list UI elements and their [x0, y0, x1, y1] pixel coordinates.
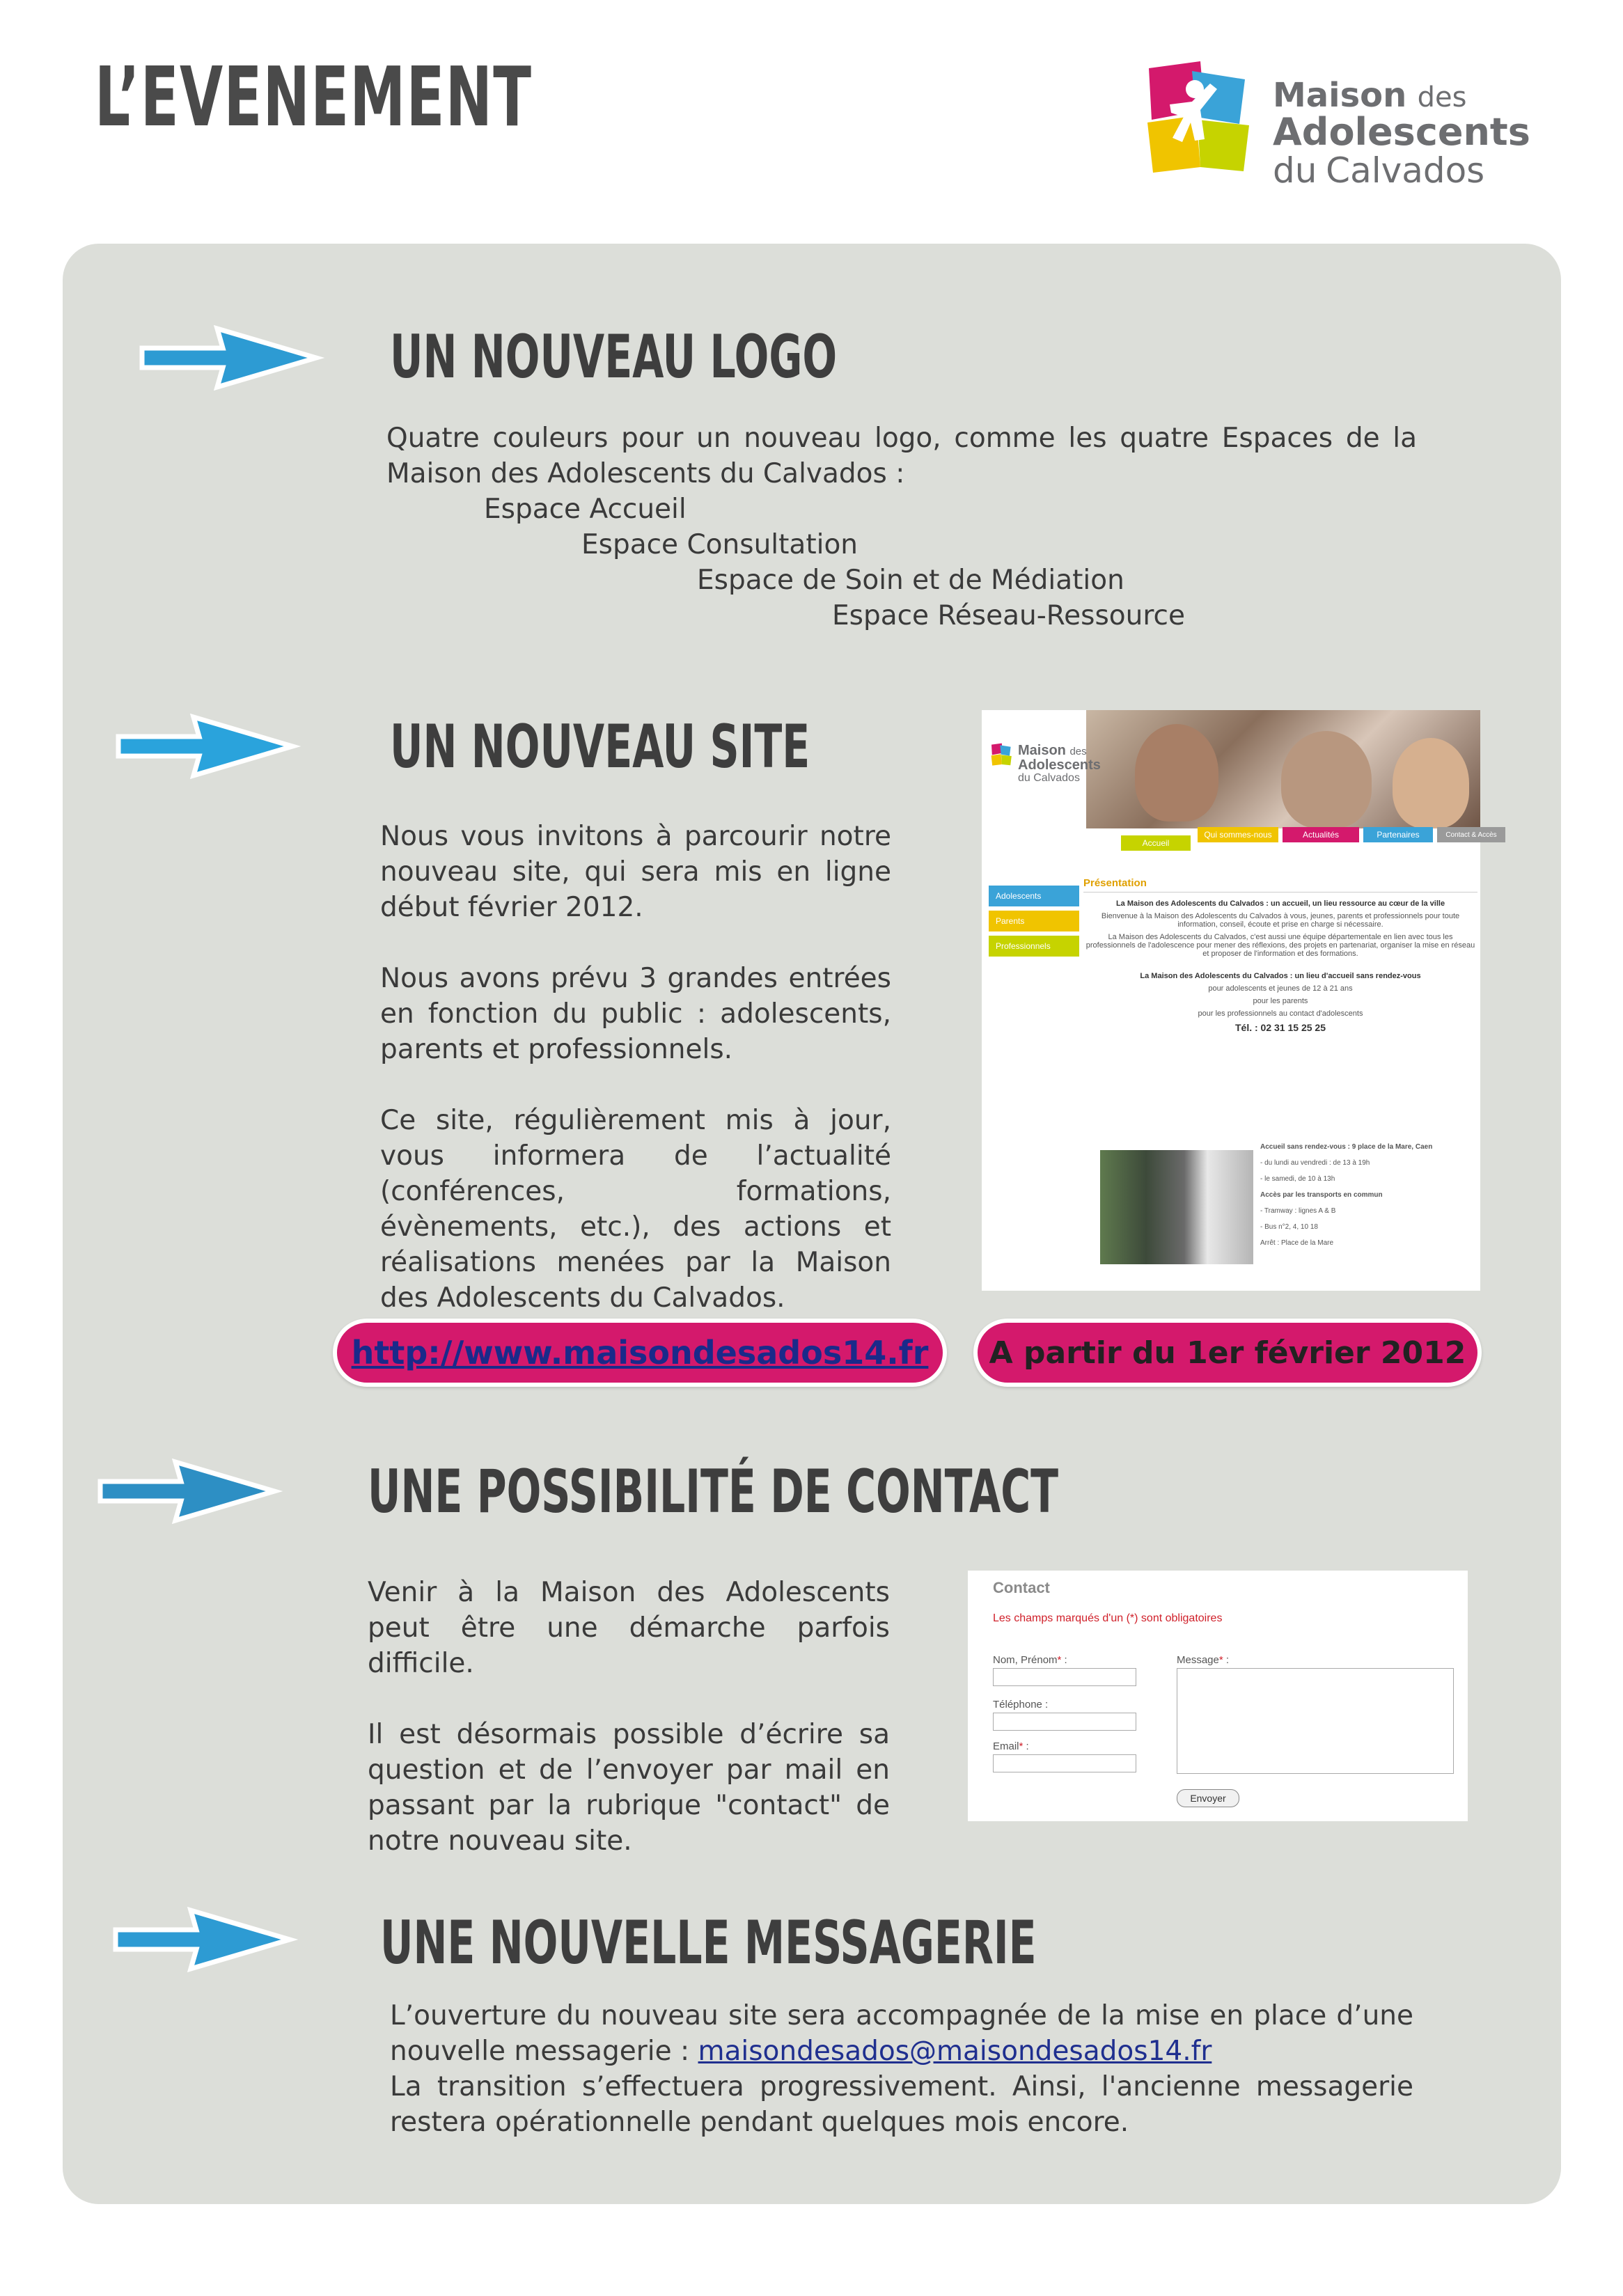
page-title: L’EVENEMENT: [95, 49, 533, 145]
launch-date-text: A partir du 1er février 2012: [989, 1335, 1466, 1371]
arrow-right-icon: [113, 1905, 294, 1974]
phone-input[interactable]: [993, 1713, 1136, 1731]
header-photo: [1086, 710, 1480, 828]
arrow-right-icon: [97, 1456, 279, 1526]
site-url-link[interactable]: http://www.maisondesados14.fr: [351, 1334, 929, 1371]
site-access-info: Accueil sans rendez-vous : 9 place de la Mare, Caen - du lundi au vendredi : de 13 à 19h - le samedi, de 10 à 13h Accès par les transports en commun - Tramway : lignes A & B - Bus n°2, 4, 10 18 Arrêt : Place de la Mare: [1260, 1143, 1433, 1247]
nav-actualites[interactable]: Actualités: [1283, 827, 1359, 842]
mail-description: L’ouverture du nouveau site sera accompagnée de la mise en place d’une nouvelle messagerie : maisondesados@maisondesados14.fr La transition s’effectuera progressivement. Ainsi, l'ancienne messagerie restera opérationnelle pendant quelques mois encore.: [390, 2000, 1413, 2138]
site-content: Présentation La Maison des Adolescents du Calvados : un accueil, un lieu ressource au cœur de la ville Bienvenue à la Maison des Adolescents du Calvados à vous, jeunes, parents et professionnels pour toute information, conseil, écoute et prise en charge si nécessaire. La Maison des Adolescents du Calvados, c'est aussi une équipe départementale en lien avec tous les professionnels de l'adolescence pour mener des réflexions, des projets en partenariat, organiser la mise en réseau et proposer de l'information et des formations. La Maison des Adolescents du Calvados : un lieu d'accueil sans rendez-vous pour adolescents et jeunes de 12 à 21 ans pour les parents pour les professionnels au contact d'adolescents Tél. : 02 31 15 25 25: [1083, 877, 1477, 1037]
website-screenshot: [982, 710, 1497, 1291]
site-sidebar: [989, 886, 1079, 961]
nav-contact[interactable]: Contact & Accès: [1437, 827, 1505, 842]
site-url-pill: [333, 1319, 947, 1387]
side-adolescents[interactable]: Adolescents: [989, 886, 1079, 906]
arrow-right-icon: [139, 323, 320, 393]
brand-logo: [1128, 56, 1530, 209]
nav-qui-sommes-nous[interactable]: Qui sommes-nous: [1198, 827, 1278, 842]
name-input[interactable]: [993, 1668, 1136, 1686]
site-description: Nous vous invitons à parcourir notre nouveau site, qui sera mis en ligne début février 2012. Nous avons prévu 3 grandes entrées en fonction du public : adolescents, parents et professionnels. Ce site, régulièrement mis à jour, vous informera de l’actualité (conférences, formations, évènements, etc.), des actions et réalisations menées par la Maison des Adolescents du Calvados.: [380, 821, 891, 1314]
side-professionnels[interactable]: Professionnels: [989, 936, 1079, 957]
required-fields-note: Les champs marqués d'un (*) sont obligatoires: [993, 1612, 1223, 1624]
space-accueil: Espace Accueil: [484, 494, 687, 525]
brand-mark-icon: [987, 741, 1015, 769]
logo-description: Quatre couleurs pour un nouveau logo, comme les quatre Espaces de la Maison des Adolescents du Calvados : Espace Accueil Espace Consultation Espace de Soin et de Médiation Espace Réseau-Ressource: [386, 420, 1417, 634]
space-soin-mediation: Espace de Soin et de Médiation: [697, 565, 1124, 596]
section-title-site: UN NOUVEAU SITE: [390, 712, 810, 782]
contact-form-heading: Contact: [993, 1579, 1050, 1596]
email-label: Email* :: [993, 1740, 1029, 1752]
space-consultation: Espace Consultation: [581, 529, 858, 560]
message-label: Message* :: [1177, 1654, 1230, 1666]
section-title-contact: UNE POSSIBILITÉ DE CONTACT: [368, 1457, 1059, 1527]
brand-wordmark: Maison des Adolescents du Calvados: [1273, 76, 1530, 191]
nav-partenaires[interactable]: Partenaires: [1363, 827, 1433, 842]
contact-form-screenshot: [968, 1571, 1468, 1821]
site-nav: [1079, 827, 1497, 855]
brand-mark-icon: [1128, 56, 1267, 181]
message-textarea[interactable]: [1177, 1668, 1454, 1774]
launch-date-badge: [973, 1319, 1482, 1387]
section-title-mail: UNE NOUVELLE MESSAGERIE: [380, 1908, 1037, 1978]
phone-label: Téléphone :: [993, 1699, 1049, 1711]
section-title-logo: UN NOUVEAU LOGO: [390, 322, 838, 392]
contact-description: Venir à la Maison des Adolescents peut être une démarche parfois difficile. Il est désormais possible d’écrire sa question et de l’envoyer par mail en passant par la rubrique "contact" de notre nouveau site.: [368, 1577, 890, 1857]
send-button[interactable]: Envoyer: [1177, 1789, 1239, 1807]
mini-brand-logo: Maison des Adolescents du Calvados: [987, 738, 1092, 794]
side-parents[interactable]: Parents: [989, 911, 1079, 931]
name-label: Nom, Prénom* :: [993, 1654, 1067, 1666]
arrow-right-icon: [116, 711, 297, 781]
space-reseau-ressource: Espace Réseau-Ressource: [832, 600, 1185, 631]
nav-accueil[interactable]: Accueil: [1121, 835, 1191, 851]
email-link[interactable]: maisondesados@maisondesados14.fr: [698, 2036, 1212, 2067]
email-input[interactable]: [993, 1754, 1136, 1772]
building-photo: [1100, 1150, 1253, 1264]
